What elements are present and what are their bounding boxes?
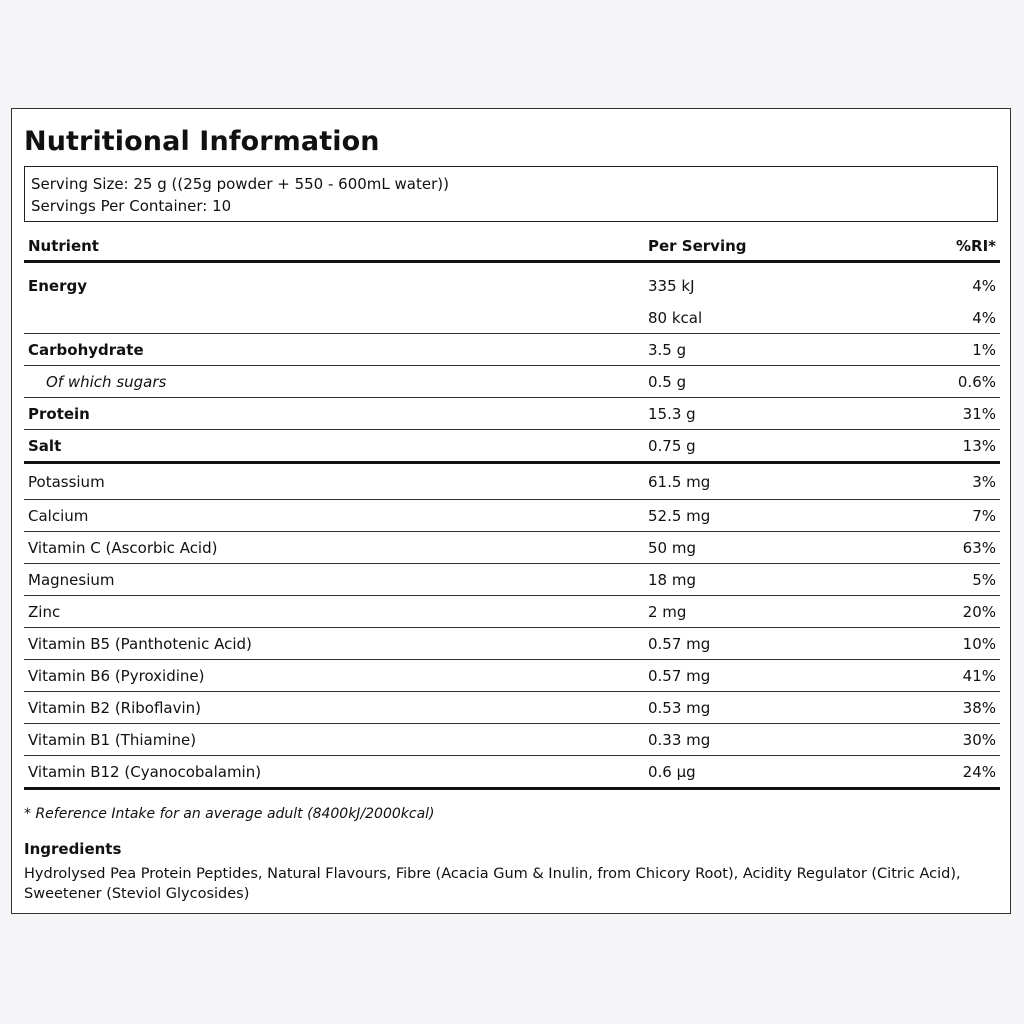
per-serving-value: 18 mg: [644, 564, 942, 596]
table-header-row: [24, 232, 1000, 262]
per-serving-value: 0.5 g: [644, 366, 942, 398]
ri-value: 7%: [942, 500, 1000, 532]
table-row-vitamin-b12: [24, 756, 1000, 789]
table-row-vitamin-b6: [24, 660, 1000, 692]
nutrient-name-empty: [24, 303, 644, 334]
ri-value: 0.6%: [942, 366, 1000, 398]
table-row-vitamin-c: [24, 532, 1000, 564]
header-per-serving: Per Serving: [644, 232, 942, 262]
per-serving-value: 0.53 mg: [644, 692, 942, 724]
nutrient-name: Of which sugars: [24, 366, 644, 398]
nutrient-name: Vitamin B6 (Pyroxidine): [24, 660, 644, 692]
table-row-energy-kcal: [24, 303, 1000, 334]
nutrient-name: Energy: [28, 277, 88, 295]
ri-value: 3%: [942, 463, 1000, 500]
nutrition-panel: [11, 108, 1011, 914]
ri-value: 4%: [972, 277, 996, 295]
table-row-salt: [24, 430, 1000, 463]
per-serving-value: 52.5 mg: [644, 500, 942, 532]
table-row-sugars: [24, 366, 1000, 398]
table-row-calcium: [24, 500, 1000, 532]
serving-info-box: [24, 166, 998, 222]
per-serving-value: 0.75 g: [644, 430, 942, 463]
ingredients-text: Hydrolysed Pea Protein Peptides, Natural Flavours, Fibre (Acacia Gum & Inulin, from Chicory Root), Acidity Regulator (Citric Acid), Sweetener (Steviol Glycosides): [24, 866, 961, 902]
nutrient-name: Vitamin B2 (Riboflavin): [24, 692, 644, 724]
header-ri: %RI*: [942, 232, 1000, 262]
nutrient-name: Vitamin C (Ascorbic Acid): [24, 532, 644, 564]
per-serving-value: 15.3 g: [644, 398, 942, 430]
table-row-magnesium: [24, 564, 1000, 596]
table-row-protein: [24, 398, 1000, 430]
header-nutrient: Nutrient: [24, 232, 644, 262]
per-serving-value: 0.33 mg: [644, 724, 942, 756]
table-row-zinc: [24, 596, 1000, 628]
ri-value: 30%: [942, 724, 1000, 756]
table-row-potassium: [24, 463, 1000, 500]
nutrient-name: Potassium: [24, 463, 644, 500]
nutrient-name: Calcium: [24, 500, 644, 532]
nutrient-name: Vitamin B1 (Thiamine): [24, 724, 644, 756]
ingredients-heading: Ingredients: [24, 840, 122, 858]
table-row-vitamin-b5: [24, 628, 1000, 660]
table-row-vitamin-b1: [24, 724, 1000, 756]
ri-value: 41%: [942, 660, 1000, 692]
reference-intake-footnote: * Reference Intake for an average adult (8400kJ/2000kcal): [24, 806, 435, 822]
per-serving-value: 3.5 g: [644, 334, 942, 366]
per-serving-value: 50 mg: [644, 532, 942, 564]
ri-value: 5%: [942, 564, 1000, 596]
per-serving-value: 0.57 mg: [644, 660, 942, 692]
nutrition-table: [24, 232, 1000, 790]
nutrient-name: Salt: [24, 430, 644, 463]
table-row-energy-kj: [24, 262, 1000, 304]
ri-value: 10%: [942, 628, 1000, 660]
per-serving-value: 0.6 µg: [644, 756, 942, 789]
ri-value: 4%: [942, 303, 1000, 334]
ri-value: 63%: [942, 532, 1000, 564]
nutrient-name: Carbohydrate: [24, 334, 644, 366]
per-serving-value: 2 mg: [644, 596, 942, 628]
nutrient-name: Vitamin B5 (Panthotenic Acid): [24, 628, 644, 660]
ri-value: 24%: [942, 756, 1000, 789]
per-serving-value: 0.57 mg: [644, 628, 942, 660]
nutrient-name: Magnesium: [24, 564, 644, 596]
per-serving-value: 335 kJ: [648, 277, 695, 295]
ri-value: 31%: [942, 398, 1000, 430]
ri-value: 38%: [942, 692, 1000, 724]
ri-value: 20%: [942, 596, 1000, 628]
serving-size: Serving Size: 25 g ((25g powder + 550 - 600mL water)): [31, 175, 449, 193]
per-serving-value: 61.5 mg: [644, 463, 942, 500]
nutrient-name: Zinc: [24, 596, 644, 628]
page-title: Nutritional Information: [24, 126, 380, 157]
per-serving-value: 80 kcal: [644, 303, 942, 334]
ri-value: 1%: [942, 334, 1000, 366]
ri-value: 13%: [942, 430, 1000, 463]
servings-per-container: Servings Per Container: 10: [31, 197, 232, 215]
nutrient-name: Protein: [24, 398, 644, 430]
table-row-carbohydrate: [24, 334, 1000, 366]
nutrient-name: Vitamin B12 (Cyanocobalamin): [24, 756, 644, 789]
table-row-vitamin-b2: [24, 692, 1000, 724]
